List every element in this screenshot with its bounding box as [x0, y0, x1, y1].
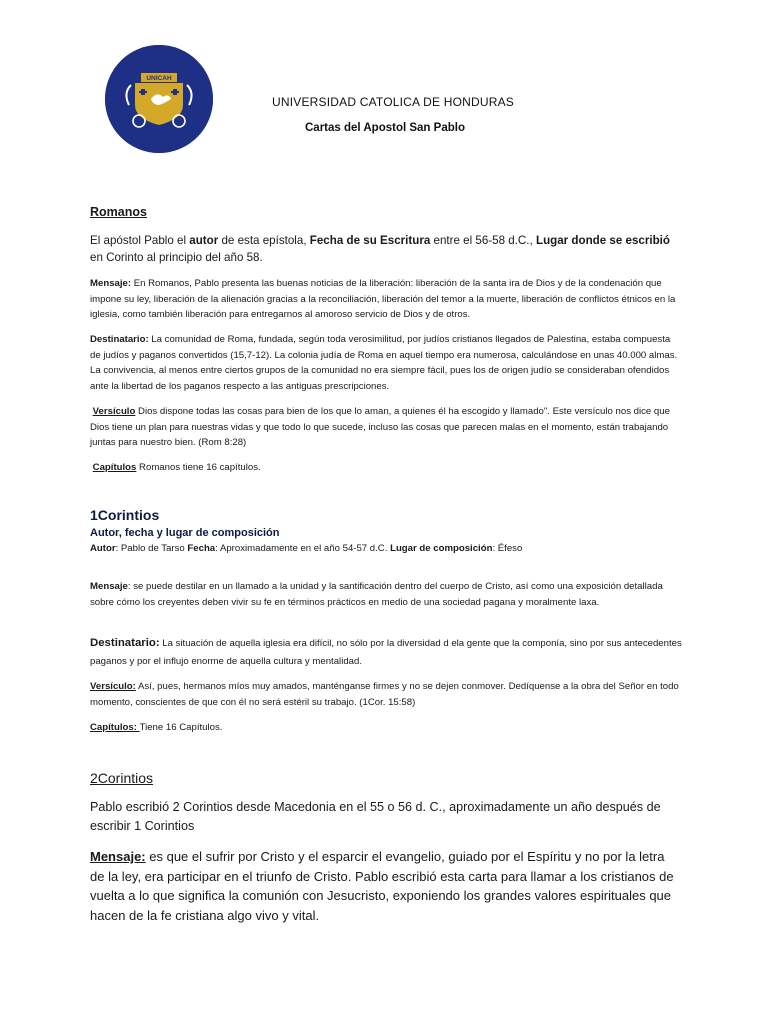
lugar-text: : Éfeso [492, 543, 523, 554]
fecha-text: : Aproximadamente en el año 54-57 d.C. [215, 543, 391, 554]
versiculo-text: Dios dispone todas las cosas para bien de los que lo aman, a quienes él ha escogido y llamado". Este versículo nos dice que Dios tiene un plan para nuestras vidas y que todo lo que sucede, incluso las cosas que parecen malas en el momento, están trabajando juntas para nuestro bien. (Rom 8:28) [90, 406, 670, 448]
romanos-capitulos [90, 460, 682, 476]
section-heading-romanos: Romanos [90, 205, 147, 219]
destinatario-label: Destinatario: [90, 334, 149, 345]
capitulos-text: Tiene 16 Capítulos. [139, 722, 223, 733]
1corintios-versiculo [90, 679, 682, 710]
mensaje-label: Mensaje [90, 581, 128, 592]
section-2corintios [90, 770, 682, 786]
1corintios-capitulos [90, 720, 682, 736]
intro-bold-fecha: Fecha de su Escritura [309, 234, 431, 247]
versiculo-label: Versículo [92, 406, 136, 417]
intro-text: El apóstol Pablo el [90, 234, 190, 247]
destinatario-text: La comunidad de Roma, fundada, según toda verosimilitud, por judíos cristianos llegados de Palestina, estaba compuesta de judíos y paganos convertidos (15,7-12). La colonia judía de Roma en aquel tiempo era numerosa, calculándose en unas 40.000 almas. La convivencia, al menos entre ciertos grupos de la comunidad no era siempre fácil, pues los de origen judío se consideraban ofendidos ante la libertad de los paganos respecto a las antiguas prescripciones. [90, 334, 678, 392]
destinatario-label: Destinatario: [90, 637, 160, 649]
section-1corintios [90, 507, 682, 539]
mensaje-text: En Romanos, Pablo presenta las buenas noticias de la liberación: liberación de la santa ira de Dios y de la condenación que impone su ley, liberación de la alienación gracias a la reconciliación, liberación del temor a la muerte, liberación de conflictos étnicos en la iglesia, como también liberación para entregarnos al amoroso servicio de Dios y de otros. [90, 278, 676, 320]
university-logo [105, 45, 213, 153]
section-heading-1corintios: 1Corintios [90, 507, 160, 523]
versiculo-text: Así, pues, hermanos míos muy amados, manténganse firmes y no se dejen conmover. Dedíquense a la obra del Señor en todo momento, conscientes de que con él no será estéril su trabajo. (1Cor. 15:58) [90, 681, 679, 708]
intro-text: Pablo escribió 2 Corintios desde Macedonia en el 55 o 56 d. C., aproximadamente un año después de escribir 1 Corintios [90, 800, 661, 833]
section-heading-2corintios: 2Corintios [90, 770, 154, 786]
capitulos-label: Capítulos: [90, 722, 140, 733]
lugar-label: Lugar de composición [390, 543, 493, 554]
document-subtitle: Cartas del Apostol San Pablo [305, 122, 465, 134]
intro-bold-lugar: Lugar donde se escribió [535, 234, 670, 247]
intro-text: de esta epístola, [218, 234, 310, 247]
romanos-intro [90, 232, 682, 266]
university-name: UNIVERSIDAD CATOLICA DE HONDURAS [272, 95, 514, 109]
mensaje-text: es que el sufrir por Cristo y el esparcir el evangelio, guiado por el Espíritu y no por la letra de la ley, era participar en el triunfo de Cristo. Pablo escribió esta carta para llamar a los cristianos de vuelta a lo que significa la comunión con Jesucristo, exponiendo los grandes valores espirituales que hacen de la fe cristiana algo vivo y vital. [90, 849, 674, 923]
autor-text: : Pablo de Tarso [115, 543, 188, 554]
fecha-label: Fecha [187, 543, 216, 554]
destinatario-text: La situación de aquella iglesia era difícil, no sólo por la diversidad d ela gente que la componía, sino por sus antecedentes paganos y por el influjo enorme de aquella cultura y mentalidad. [90, 638, 682, 667]
2corintios-mensaje [90, 847, 682, 925]
versiculo-label: Versículo: [90, 681, 136, 692]
mensaje-label: Mensaje: [90, 278, 132, 289]
unicah-crest-icon [105, 45, 213, 153]
section-subheading: Autor, fecha y lugar de composición [90, 527, 280, 539]
mensaje-label: Mensaje: [90, 849, 146, 864]
1corintios-meta [90, 541, 682, 557]
romanos-versiculo [90, 404, 682, 451]
capitulos-text: Romanos tiene 16 capítulos. [136, 462, 261, 473]
logo-lettering: UNICAH [146, 75, 172, 82]
romanos-mensaje [90, 276, 682, 323]
autor-label: Autor [90, 543, 116, 554]
section-romanos [90, 205, 682, 219]
intro-text: en Corinto al principio del año 58. [90, 251, 263, 264]
2corintios-intro [90, 798, 682, 836]
intro-bold-autor: autor [189, 234, 219, 247]
1corintios-mensaje [90, 579, 682, 610]
mensaje-text: : se puede destilar en un llamado a la unidad y la santificación dentro del cuerpo de Cristo, así como una exposición detallada sobre cómo los creyentes deben vivir su fe en términos prácticos en medio de una sociedad pagana y moralmente laxa. [90, 581, 663, 608]
capitulos-label: Capítulos [92, 462, 137, 473]
intro-text: entre el 56-58 d.C., [430, 234, 536, 247]
romanos-destinatario [90, 332, 682, 394]
1corintios-destinatario [90, 634, 682, 671]
